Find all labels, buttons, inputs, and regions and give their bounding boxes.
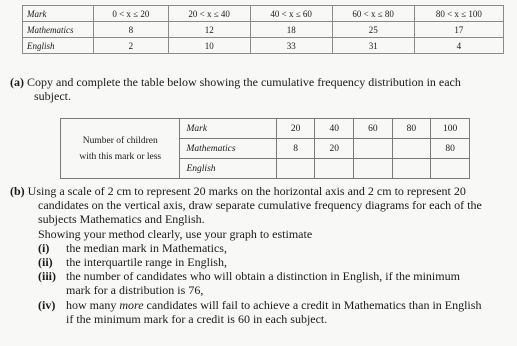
cum-cell xyxy=(276,159,315,179)
cum-cell xyxy=(392,139,431,159)
sub-question-text: the interquartile range in English, xyxy=(66,255,227,270)
freq-header-row xyxy=(23,6,504,22)
freq-header-cell: Mark xyxy=(23,6,94,22)
cum-cell: 8 xyxy=(276,139,315,159)
sub-question-continuation: if the minimum mark for a credit is 60 in each subject. xyxy=(66,311,328,326)
sub-question xyxy=(10,241,510,255)
cum-mark-label: Mark xyxy=(180,119,276,139)
freq-cell: 12 xyxy=(168,22,250,38)
cum-cell: 20 xyxy=(315,139,354,159)
freq-row-label: English xyxy=(23,38,94,54)
part-a-text-line: Copy and complete the table below showing the cumulative frequency distribution in each xyxy=(27,75,461,89)
cum-mark-cell: 100 xyxy=(431,119,470,139)
freq-header-cell: 60 < x ≤ 80 xyxy=(332,6,414,22)
freq-cell: 33 xyxy=(250,38,332,54)
freq-cell: 25 xyxy=(332,22,414,38)
emphasis-more: more xyxy=(119,297,144,312)
freq-row-english xyxy=(23,38,504,54)
frequency-table xyxy=(22,5,504,54)
part-b-question xyxy=(10,184,510,326)
cum-cell xyxy=(431,159,470,179)
part-b-intro-line: Using a scale of 2 cm to represent 20 marks on the horizontal axis and 2 cm to represent 20 xyxy=(27,184,466,198)
sub-question-number: (iv) xyxy=(38,297,56,312)
sub-question-number: (i) xyxy=(38,240,50,255)
cum-cell xyxy=(354,159,393,179)
sub-question-text-part: how many xyxy=(66,297,120,312)
cum-row-label xyxy=(61,119,180,179)
cum-mark-cell: 20 xyxy=(276,119,315,139)
cum-subject-label: Mathematics xyxy=(180,139,276,159)
cum-cell xyxy=(315,159,354,179)
freq-cell: 17 xyxy=(414,22,503,38)
freq-cell: 18 xyxy=(250,22,332,38)
part-b-intro-line: Showing your method clearly, use your graph to estimate xyxy=(38,226,313,241)
sub-question-text-part: candidates will fail to achieve a credit in Mathematics than in English xyxy=(143,297,482,312)
sub-question xyxy=(10,269,510,283)
part-b-intro-line: candidates on the vertical axis, draw separate cumulative frequency diagrams for each of the xyxy=(38,198,482,213)
cum-cell: 80 xyxy=(431,139,470,159)
cum-cell xyxy=(392,159,431,179)
cum-mark-cell: 60 xyxy=(354,119,393,139)
part-b-intro-line: subjects Mathematics and English. xyxy=(38,212,205,227)
part-a-question xyxy=(10,75,510,103)
cumulative-frequency-table xyxy=(60,118,470,179)
sub-question-text: the median mark in Mathematics, xyxy=(66,240,227,255)
freq-cell: 8 xyxy=(94,22,169,38)
freq-header-cell: 40 < x ≤ 60 xyxy=(250,6,332,22)
freq-cell: 31 xyxy=(332,38,414,54)
freq-header-cell: 0 < x ≤ 20 xyxy=(94,6,169,22)
part-a-label: (a) xyxy=(10,75,24,89)
part-a-text-line: subject. xyxy=(34,89,71,103)
sub-question-number: (ii) xyxy=(38,255,53,270)
sub-question xyxy=(10,298,510,312)
cum-mark-cell: 80 xyxy=(392,119,431,139)
cum-row-label-line: Number of children xyxy=(82,135,158,146)
freq-header-cell: 80 < x ≤ 100 xyxy=(414,6,503,22)
sub-question-text: the number of candidates who will obtain a distinction in English, if the minimum xyxy=(66,269,460,284)
freq-cell: 2 xyxy=(94,38,169,54)
sub-question-text xyxy=(66,298,510,312)
sub-question xyxy=(10,255,510,269)
part-b-label: (b) xyxy=(10,184,25,198)
sub-question-number: (iii) xyxy=(38,269,56,284)
cum-mark-cell: 40 xyxy=(315,119,354,139)
freq-header-cell: 20 < x ≤ 40 xyxy=(168,6,250,22)
freq-row-mathematics xyxy=(23,22,504,38)
cum-subject-label: English xyxy=(180,159,276,179)
cum-row-label-line: with this mark or less xyxy=(79,151,162,162)
cum-cell xyxy=(354,139,393,159)
freq-row-label: Mathematics xyxy=(23,22,94,38)
freq-cell: 10 xyxy=(168,38,250,54)
cum-mark-row xyxy=(61,119,470,139)
freq-cell: 4 xyxy=(414,38,503,54)
sub-question-continuation: mark for a distribution is 76, xyxy=(66,283,204,298)
